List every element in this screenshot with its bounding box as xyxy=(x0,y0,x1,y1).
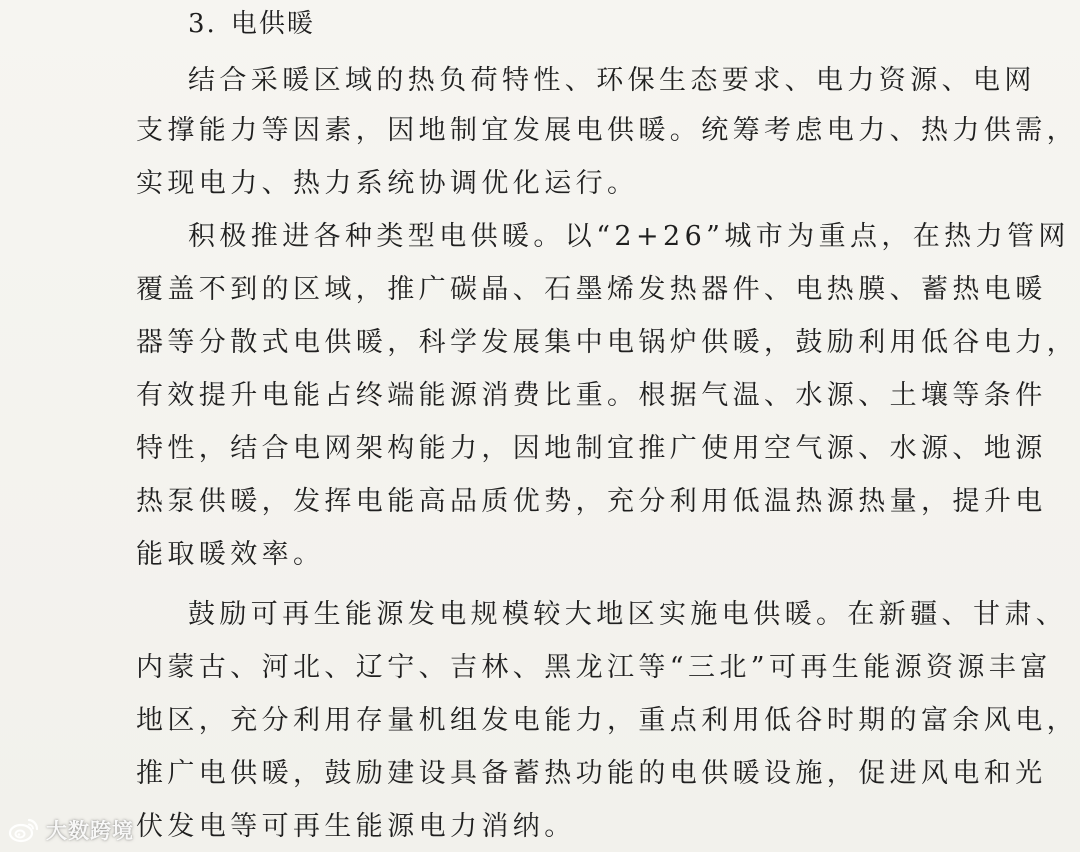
section-heading xyxy=(188,6,315,42)
paragraph-3-line-3: 地区，充分利用存量机组发电能力，重点利用低谷时期的富余风电， xyxy=(136,705,1078,736)
paragraph-2-line-2: 覆盖不到的区域，推广碳晶、石墨烯发热器件、电热膜、蓄热电暖 xyxy=(136,274,1047,305)
paragraph-3-line-4: 推广电供暖，鼓励建设具备蓄热功能的电供暖设施，促进风电和光 xyxy=(136,758,1047,789)
paragraph-2-line-4: 有效提升电能占终端能源消费比重。根据气温、水源、土壤等条件 xyxy=(136,380,1047,411)
paragraph-3-line-1: 鼓励可再生能源发电规模较大地区实施电供暖。在新疆、甘肃、 xyxy=(188,599,1068,630)
weibo-logo-icon xyxy=(8,816,40,844)
paragraph-1-line-3: 实现电力、热力系统协调优化运行。 xyxy=(136,168,639,199)
watermark xyxy=(8,813,134,847)
watermark-text: 大数跨境 xyxy=(46,819,134,843)
section-title: 电供暖 xyxy=(230,9,315,39)
paragraph-2-line-1: 积极推进各种类型电供暖。以“2+26”城市为重点，在热力管网 xyxy=(188,221,1070,252)
paragraph-2-line-7: 能取暖效率。 xyxy=(136,539,325,570)
paragraph-2-line-6: 热泵供暖，发挥电能高品质优势，充分利用低温热源热量，提升电 xyxy=(136,486,1047,517)
section-number: 3. xyxy=(188,9,217,39)
paragraph-2-line-5: 特性，结合电网架构能力，因地制宜推广使用空气源、水源、地源 xyxy=(136,433,1047,464)
paragraph-3-line-5: 伏发电等可再生能源电力消纳。 xyxy=(136,811,576,842)
paragraph-3-line-2: 内蒙古、河北、辽宁、吉林、黑龙江等“三北”可再生能源资源丰富 xyxy=(136,652,1052,683)
paragraph-1-line-1: 结合采暖区域的热负荷特性、环保生态要求、电力资源、电网 xyxy=(188,65,1036,96)
paragraph-1-line-2: 支撑能力等因素，因地制宜发展电供暖。统筹考虑电力、热力供需， xyxy=(136,115,1078,146)
paragraph-2-line-3: 器等分散式电供暖，科学发展集中电锅炉供暖，鼓励利用低谷电力， xyxy=(136,327,1078,358)
